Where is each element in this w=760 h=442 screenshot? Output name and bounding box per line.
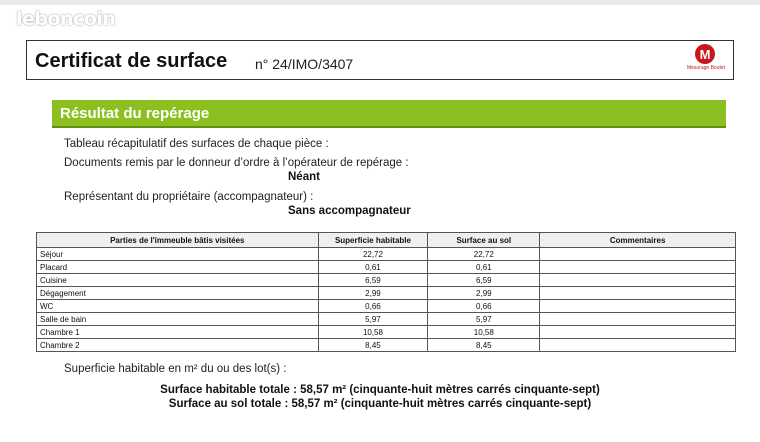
surfaces-table (36, 232, 736, 352)
certificate-number: n° 24/IMO/3407 (255, 56, 354, 72)
habitable-value: 8,45 (318, 339, 428, 352)
habitable-value: 6,59 (318, 274, 428, 287)
table-row (37, 248, 736, 261)
section-title: Résultat du repérage (60, 105, 210, 122)
comment-value (540, 339, 736, 352)
table-header-row (37, 233, 736, 248)
room-name: Cuisine (37, 274, 319, 287)
sol-value: 5,97 (428, 313, 540, 326)
habitable-total: Surface habitable totale : 58,57 m² (cinquante-huit mètres carrés cinquante-sept) (160, 384, 600, 396)
documents-label: Documents remis par le donneur d’ordre à l’opérateur de repérage : (64, 157, 409, 169)
summary-label: Superficie habitable en m² du ou des lot(s) : (64, 363, 287, 375)
certificate-header (26, 40, 734, 80)
habitable-value: 0,61 (318, 261, 428, 274)
table-row (37, 326, 736, 339)
sol-total: Surface au sol totale : 58,57 m² (cinquante-huit mètres carrés cinquante-sept) (168, 398, 592, 410)
room-name: WC (37, 300, 319, 313)
table-row (37, 300, 736, 313)
table-caption: Tableau récapitulatif des surfaces de chaque pièce : (64, 138, 329, 150)
sol-value: 22,72 (428, 248, 540, 261)
table-row (37, 313, 736, 326)
comment-value (540, 261, 736, 274)
logo-mark-icon: M (695, 44, 715, 64)
room-name: Placard (37, 261, 319, 274)
comment-value (540, 313, 736, 326)
company-logo (686, 44, 726, 78)
leboncoin-watermark: leboncoin (16, 8, 116, 30)
header-habitable: Superficie habitable (318, 233, 428, 248)
table-row (37, 261, 736, 274)
header-sol: Surface au sol (428, 233, 540, 248)
room-name: Séjour (37, 248, 319, 261)
header-comments: Commentaires (540, 233, 736, 248)
comment-value (540, 248, 736, 261)
sol-value: 2,99 (428, 287, 540, 300)
documents-value: Néant (288, 171, 320, 183)
habitable-value: 5,97 (318, 313, 428, 326)
certificate-title: Certificat de surface (35, 50, 228, 72)
habitable-value: 2,99 (318, 287, 428, 300)
comment-value (540, 287, 736, 300)
sol-value: 0,61 (428, 261, 540, 274)
room-name: Salle de bain (37, 313, 319, 326)
logo-text: Mesurage Boutet (686, 65, 726, 71)
room-name: Chambre 2 (37, 339, 319, 352)
habitable-value: 0,66 (318, 300, 428, 313)
comment-value (540, 274, 736, 287)
habitable-value: 22,72 (318, 248, 428, 261)
sol-value: 0,66 (428, 300, 540, 313)
habitable-value: 10,58 (318, 326, 428, 339)
representative-value: Sans accompagnateur (288, 205, 411, 217)
table-row (37, 274, 736, 287)
top-bar (0, 0, 760, 5)
sol-value: 10,58 (428, 326, 540, 339)
sol-value: 8,45 (428, 339, 540, 352)
room-name: Dégagement (37, 287, 319, 300)
representative-label: Représentant du propriétaire (accompagnateur) : (64, 191, 314, 203)
section-header (52, 100, 726, 128)
table-row (37, 339, 736, 352)
sol-value: 6,59 (428, 274, 540, 287)
table-row (37, 287, 736, 300)
comment-value (540, 326, 736, 339)
header-rooms: Parties de l'immeuble bâtis visitées (37, 233, 319, 248)
comment-value (540, 300, 736, 313)
room-name: Chambre 1 (37, 326, 319, 339)
